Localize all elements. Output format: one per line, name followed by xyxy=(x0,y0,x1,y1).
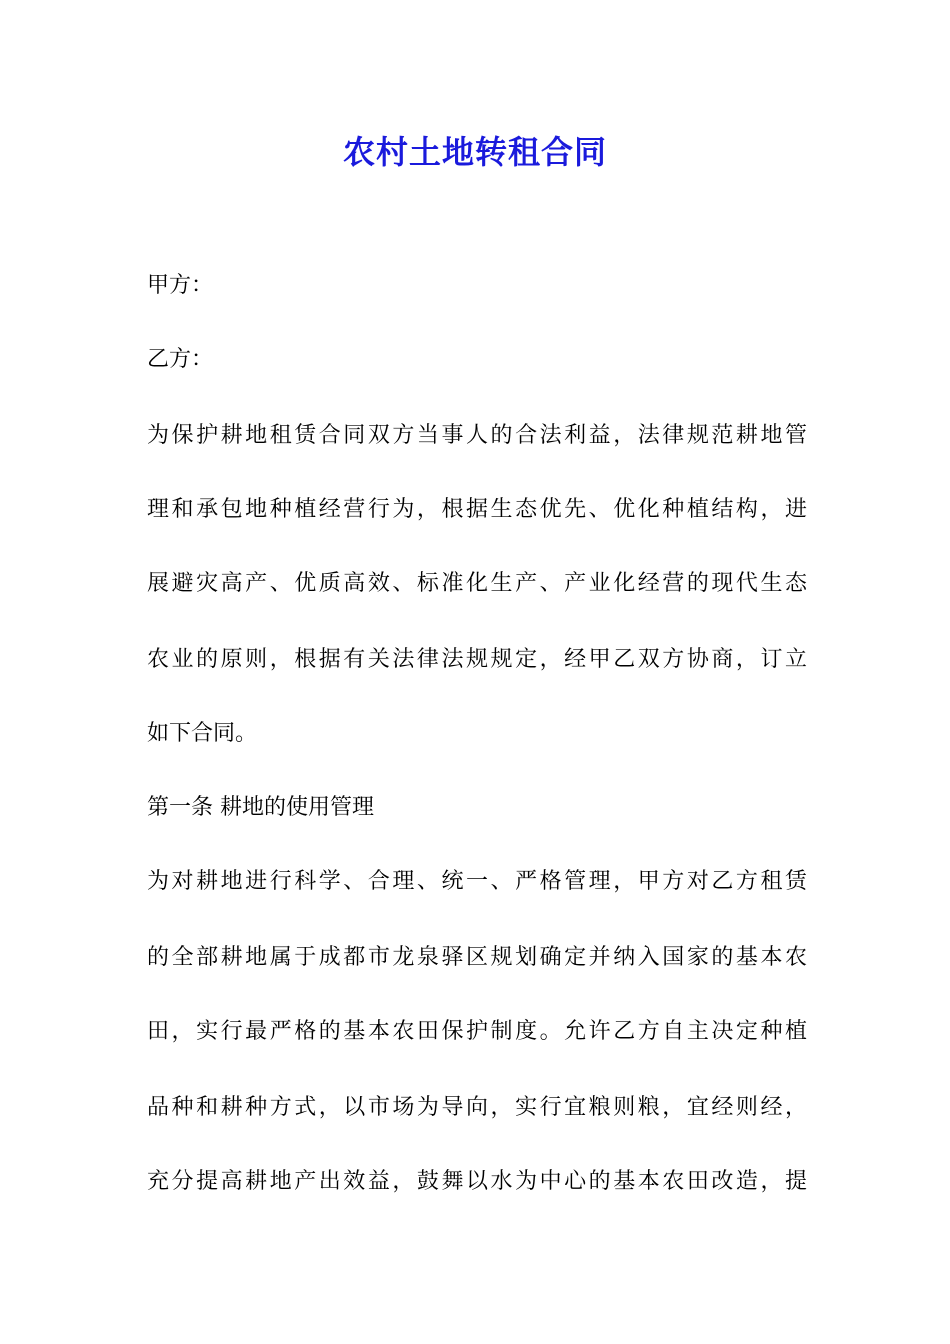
article-1-line: 为对耕地进行科学、合理、统一、严格管理，甲方对乙方租赁 xyxy=(147,869,807,894)
intro-line: 如下合同。 xyxy=(147,721,258,746)
intro-line: 为保护耕地租赁合同双方当事人的合法利益，法律规范耕地管 xyxy=(147,423,807,448)
intro-line: 农业的原则，根据有关法律法规规定，经甲乙双方协商，订立 xyxy=(147,647,807,672)
intro-line: 理和承包地种植经营行为，根据生态优先、优化种植结构，进 xyxy=(147,497,807,522)
party-a-label: 甲方： xyxy=(147,273,214,298)
article-1-line: 的全部耕地属于成都市龙泉驿区规划确定并纳入国家的基本农 xyxy=(147,945,807,970)
intro-line: 展避灾高产、优质高效、标准化生产、产业化经营的现代生态 xyxy=(147,571,807,596)
document-title: 农村土地转租合同 xyxy=(342,133,607,171)
article-1-line: 田，实行最严格的基本农田保护制度。允许乙方自主决定种植 xyxy=(147,1019,807,1044)
article-1-line: 品种和耕种方式，以市场为导向，实行宜粮则粮，宜经则经， xyxy=(147,1095,807,1120)
article-1-line: 充分提高耕地产出效益，鼓舞以水为中心的基本农田改造，提 xyxy=(147,1169,807,1194)
article-1-heading: 第一条 耕地的使用管理 xyxy=(147,795,374,820)
party-b-label: 乙方： xyxy=(147,347,214,372)
